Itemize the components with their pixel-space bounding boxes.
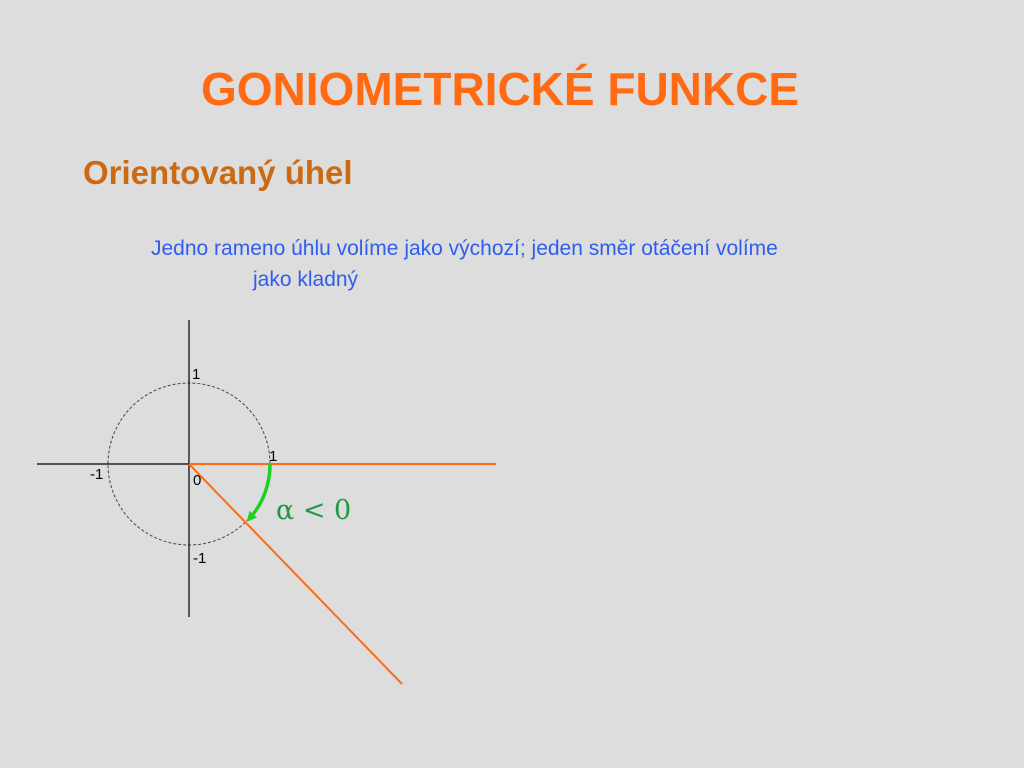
description-line-1: Jedno rameno úhlu volíme jako výchozí; jeden směr otáčení volíme xyxy=(151,237,778,260)
slide-subtitle: Orientovaný úhel xyxy=(83,154,353,191)
tick-label-x-pos: 1 xyxy=(269,448,278,465)
angle-arc xyxy=(250,464,270,518)
angle-label: α < 0 xyxy=(276,495,352,526)
tick-label-y-neg: -1 xyxy=(193,550,207,567)
tick-label-y-pos: 1 xyxy=(192,366,201,383)
tick-label-origin: 0 xyxy=(193,472,202,489)
description-line-2: jako kladný xyxy=(253,268,359,291)
tick-label-x-neg: -1 xyxy=(90,466,104,483)
slide-title: GONIOMETRICKÉ FUNKCE xyxy=(201,63,799,115)
